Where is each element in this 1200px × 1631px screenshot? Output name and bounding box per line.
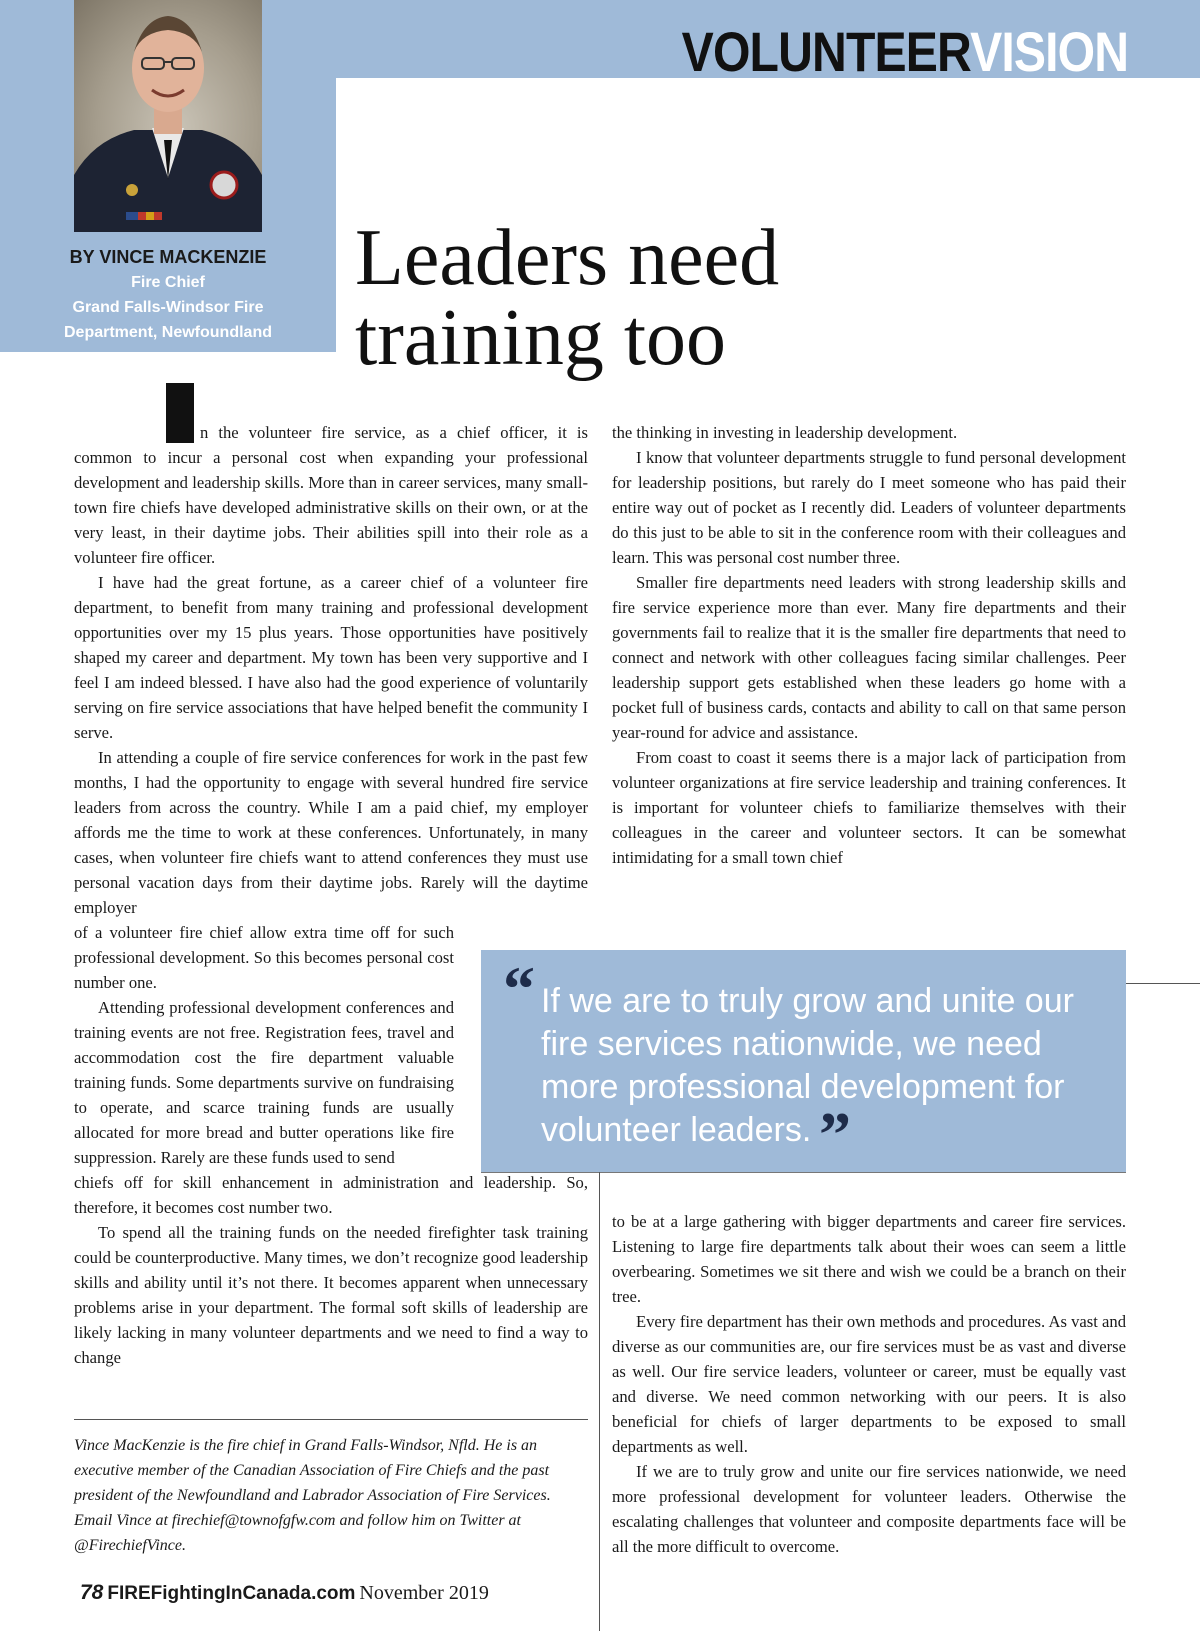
headline-line1: Leaders need [355, 214, 780, 302]
author-org-line1: Grand Falls-Windsor Fire [72, 299, 264, 316]
paragraph: the thinking in investing in leadership development. [612, 423, 958, 442]
headline [355, 214, 875, 382]
author-photo [74, 0, 262, 232]
paragraph-intro [74, 420, 588, 570]
byline [0, 244, 336, 345]
page-number: 78 [80, 1581, 104, 1604]
paragraph: In attending a couple of fire service conferences for work in the past few months, I had the opportunity to engage with several hundred fire service leaders from across the country. While I am a paid chief, my employer affords me the time to work at these conferences. Unfortunately, in many cases, when volunteer fire chiefs want to attend conferences they must use personal vacation days from their daytime jobs. Rarely will the daytime employer [74, 748, 588, 917]
paragraph: To spend all the training funds on the needed firefighter task training could be counterproductive. Many times, we don’t recognize good leadership skills and ability until it’s not there. It becomes apparent when unnecessary problems arise in your department. The formal soft skills of leadership are likely lacking in many volunteer departments and we need to find a way to change [74, 1223, 588, 1367]
paragraph-intro-text: n the volunteer fire service, as a chief officer, it is common to incur a personal cost when expanding your professional development and leadership skills. More than in career services, many small-town fire chiefs have developed administrative skills on their own, or at the very least, in their daytime jobs. Their abilities spill into their role as a volunteer fire officer. [74, 423, 588, 567]
paragraph: to be at a large gathering with bigger departments and career fire services. Listening to large fire departments talk about their woes can seem a little overbearing. Sometimes we sit there and wish we could be a branch on their tree. [612, 1212, 1126, 1306]
author-title: Fire Chief [131, 274, 205, 291]
open-quote-mark: “ [503, 953, 535, 1024]
section-title-word2: VISION [969, 20, 1128, 83]
paragraph: Attending professional development conferences and training events are not free. Registration fees, travel and accommodation cost the fire department valuable training funds. Some departments survive on fundraising to operate, and scarce training funds are usually allocated for more bread and butter operations like fire suppression. Rarely are these funds used to send [74, 998, 454, 1167]
pull-quote-rule [1126, 983, 1200, 984]
bio-divider [74, 1419, 588, 1420]
headline-line2: training too [355, 294, 727, 382]
paragraph: Smaller fire departments need leaders with strong leadership skills and fire service experience more than ever. Many fire departments and their governments fail to realize that it is the smaller fire departments that need to connect and network with other colleagues facing similar challenges. Peer leadership support gets established when these leaders go home with a pocket full of business cards, contacts and ability to call on that same person year-round for advice and assistance. [612, 573, 1126, 742]
section-title [682, 22, 1128, 82]
column-divider [599, 1172, 600, 1631]
paragraph: From coast to coast it seems there is a major lack of participation from volunteer organizations at fire service leadership and training conferences. It is important for volunteer chiefs to familiarize themselves with their colleagues in the career and volunteer sectors. It can be somewhat intimidating for a small town chief [612, 748, 1126, 867]
close-quote-mark: ” [819, 1099, 851, 1170]
author-name: BY VINCE MACKENZIE [69, 247, 267, 267]
pull-quote [481, 950, 1126, 1173]
paragraph: If we are to truly grow and unite our fire services nationwide, we need more professional development for volunteer leaders. Otherwise the escalating challenges that volunteer and composite departments face will be all the more difficult to overcome. [612, 1462, 1126, 1556]
footer-site: FIREFightingInCanada.com [107, 1583, 356, 1604]
article-column-left [74, 420, 588, 1370]
paragraph: of a volunteer fire chief allow extra time off for such professional development. So this becomes personal cost number one. [74, 923, 454, 992]
paragraph: I have had the great fortune, as a career chief of a volunteer fire department, to benefit from many training and professional development opportunities over my 15 plus years. Those opportunities have positively shaped my career and department. My town has been very supportive and I feel I am indeed blessed. I have also had the good experience of voluntarily serving on fire service associations that have helped benefit the community I serve. [74, 573, 588, 742]
section-title-word1: VOLUNTEER [681, 20, 970, 83]
article-column-right-bottom [612, 1209, 1126, 1559]
footer-date: November 2019 [359, 1582, 489, 1604]
author-bio: Vince MacKenzie is the fire chief in Grand Falls-Windsor, Nfld. He is an executive member of the Canadian Association of Fire Chiefs and the past president of the Newfoundland and Labrador Association of Fire Services. Email Vince at firechief@townofgfw.com and follow him on Twitter at @FirechiefVince. [74, 1437, 551, 1554]
paragraph: chiefs off for skill enhancement in administration and leadership. So, therefore, it becomes cost number two. [74, 1173, 588, 1217]
article-column-right [612, 420, 1126, 870]
author-org-line2: Department, Newfoundland [63, 324, 272, 341]
page-footer [80, 1578, 489, 1610]
paragraph: I know that volunteer departments struggle to fund personal development for leadership positions, but rarely do I meet someone who has paid their entire way out of pocket as I recently did. Leaders of volunteer departments do this just to be able to sit in the conference room with their colleagues and learn. This was personal cost number three. [612, 448, 1126, 567]
paragraph: Every fire department has their own methods and procedures. As vast and diverse as our communities are, our fire services must be as vast and diverse as well. Our fire service leaders, volunteer or career, must be equally vast and diverse. We need common networking with our peers. It is also beneficial for chiefs of larger departments to be exposed to small departments as well. [612, 1312, 1126, 1456]
pull-quote-text: If we are to truly grow and unite our fire services nationwide, we need more professional development for volunteer leaders. [541, 982, 1074, 1149]
drop-cap [166, 383, 194, 443]
